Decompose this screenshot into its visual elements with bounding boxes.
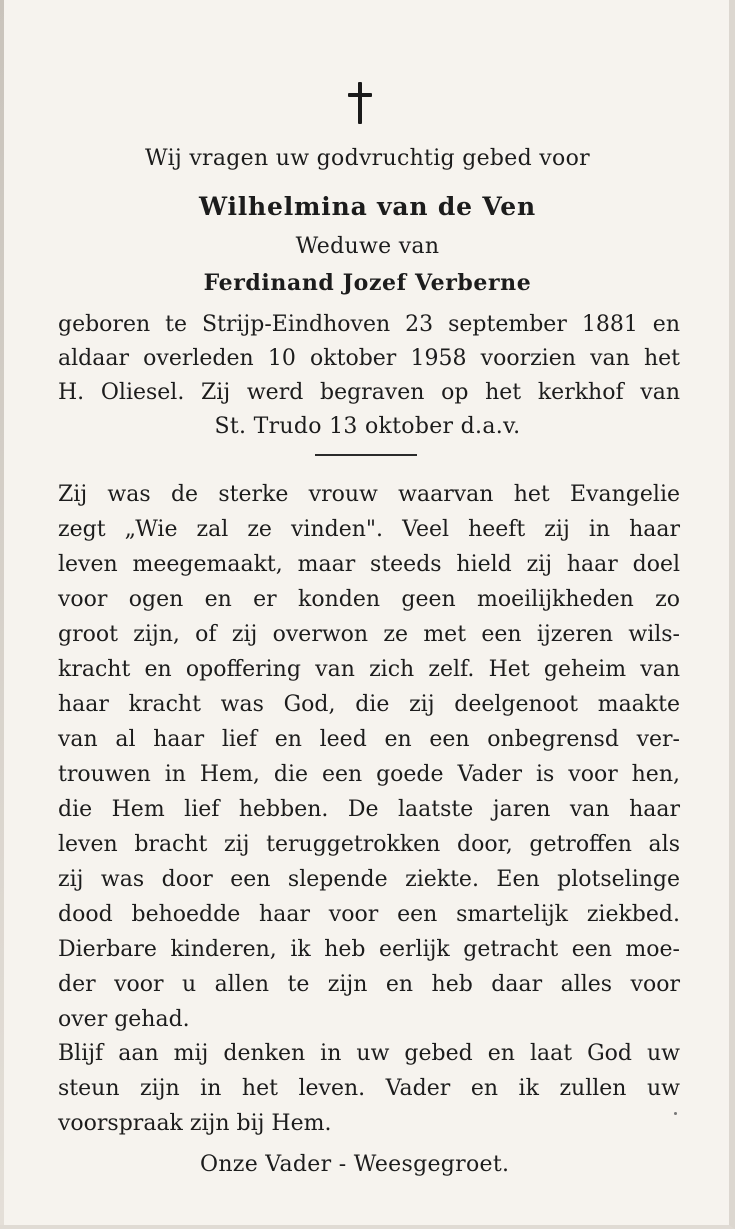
text-line: Blijf aan mij denken in uw gebed en laat God uw xyxy=(58,1041,680,1066)
text-line: over gehad. xyxy=(58,1007,190,1032)
text-line: trouwen in Hem, die een goede Vader is voor hen, xyxy=(58,762,680,787)
text-line: groot zijn, of zij overwon ze met een ijzeren wils- xyxy=(58,622,680,647)
text-line: zegt „Wie zal ze vinden". Veel heeft zij in haar xyxy=(58,517,680,542)
text-line: haar kracht was God, die zij deelgenoot maakte xyxy=(58,692,680,717)
text-line: voor ogen en er konden geen moeilijkheden zo xyxy=(58,587,680,612)
bio-line: geboren te Strijp-Eindhoven 23 september 1881 en xyxy=(58,312,680,337)
text-line: voorspraak zijn bij Hem. xyxy=(58,1111,332,1136)
text-line: der voor u allen te zijn en heb daar alles voor xyxy=(58,972,680,997)
text-line: van al haar lief en leed en een onbegrensd ver- xyxy=(58,727,680,752)
text-line: die Hem lief hebben. De laatste jaren van haar xyxy=(58,797,680,822)
closing-prayer: Onze Vader - Weesgegroet. xyxy=(200,1152,510,1177)
print-speck xyxy=(674,1112,677,1115)
intro-text: Wij vragen uw godvruchtig gebed voor xyxy=(145,146,590,171)
text-line: Zij was de sterke vrouw waarvan het Evangelie xyxy=(58,482,680,507)
bio-line: aldaar overleden 10 oktober 1958 voorzien van het xyxy=(58,346,680,371)
text-line: zij was door een slepende ziekte. Een plotselinge xyxy=(58,867,680,892)
text-line: kracht en opoffering van zich zelf. Het geheim van xyxy=(58,657,680,682)
text-line: Dierbare kinderen, ik heb eerlijk getracht een moe- xyxy=(58,937,680,962)
bio-line: St. Trudo 13 oktober d.a.v. xyxy=(214,414,521,439)
text-line: dood behoedde haar voor een smartelijk ziekbed. xyxy=(58,902,680,927)
cross-icon xyxy=(345,82,375,124)
text-line: leven meegemaakt, maar steeds hield zij haar doel xyxy=(58,552,680,577)
text-line: leven bracht zij teruggetrokken door, getroffen als xyxy=(58,832,680,857)
text-line: steun zijn in het leven. Vader en ik zullen uw xyxy=(58,1076,680,1101)
husband-name: Ferdinand Jozef Verberne xyxy=(203,270,532,296)
bio-line: H. Oliesel. Zij werd begraven op het kerkhof van xyxy=(58,380,680,405)
deceased-name: Wilhelmina van de Ven xyxy=(199,192,536,221)
divider xyxy=(315,454,417,456)
widow-of-label: Weduwe van xyxy=(295,234,440,259)
